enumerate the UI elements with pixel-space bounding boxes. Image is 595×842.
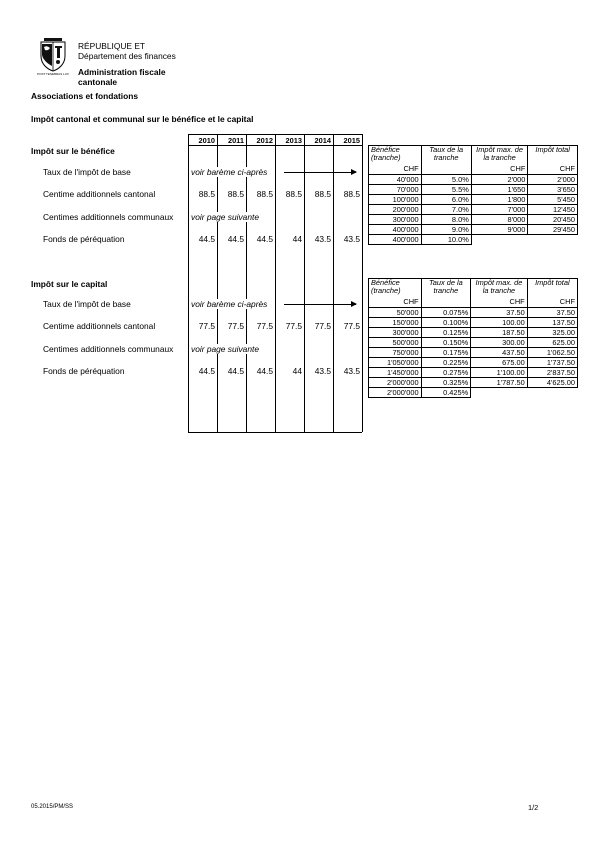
scale-cell: 1'450'000 (369, 367, 422, 377)
year-grid-line (333, 134, 334, 432)
row-note: voir page suivante (191, 343, 259, 354)
scale-cell: 1'062.50 (527, 347, 577, 357)
scale-cell: 675.00 (471, 357, 528, 367)
scale-header-cell: Impôt total (528, 146, 578, 165)
scale-cell: 10.0% (421, 234, 471, 244)
scale-cell: 0.075% (421, 307, 471, 317)
scale-cell (527, 387, 577, 397)
scale-cell: 2'000'000 (369, 377, 422, 387)
scale-cell: 1'737.50 (527, 357, 577, 367)
year-header-cell: 2011 (217, 134, 247, 146)
scale-cell: 8'000 (471, 214, 528, 224)
scale-cell: 0.100% (421, 317, 471, 327)
scale-header-cell: Taux de la tranche (421, 146, 471, 165)
rate-value: 77.5 (227, 321, 244, 332)
scale-cell: 625.00 (527, 337, 577, 347)
row-label: Fonds de péréquation (43, 365, 125, 376)
year-grid-line (275, 134, 276, 432)
rate-value: 88.5 (343, 189, 360, 200)
scale-cell: 9'000 (471, 224, 528, 234)
scale-cell: 8.0% (421, 214, 471, 224)
year-header-cell: 2014 (304, 134, 334, 146)
scale-cell: 2'000 (471, 174, 528, 184)
rate-value: 44.5 (256, 365, 273, 376)
rate-value: 43.5 (314, 233, 331, 244)
scale-cell (471, 387, 528, 397)
scale-cell: 0.225% (421, 357, 471, 367)
scale-cell: 5.5% (421, 184, 471, 194)
scale-unit-cell: CHF (369, 297, 422, 307)
scale-cell: 0.275% (421, 367, 471, 377)
department-name: Département des finances (78, 51, 176, 61)
scale-cell: 0.325% (421, 377, 471, 387)
scale-unit-cell: CHF (527, 297, 577, 307)
scale-cell: 400'000 (369, 234, 422, 244)
scale-cell: 750'000 (369, 347, 422, 357)
administration-name-line2: cantonale (78, 77, 118, 87)
rate-value: 77.5 (256, 321, 273, 332)
row-label: Centime additionnels cantonal (43, 189, 156, 200)
scale-header-cell: Bénéfice (tranche) (369, 146, 422, 165)
row-note: voir page suivante (191, 211, 259, 222)
arrow-right-icon (284, 172, 356, 173)
scale-cell: 0.175% (421, 347, 471, 357)
row-label: Centimes additionnels communaux (43, 343, 174, 354)
page-number: 1/2 (528, 803, 539, 812)
rate-value: 77.5 (343, 321, 360, 332)
republic-heading: RÉPUBLIQUE ET (78, 41, 146, 51)
scale-cell: 0.150% (421, 337, 471, 347)
scale-unit-cell (421, 164, 471, 174)
row-label: Centime additionnels cantonal (43, 321, 156, 332)
benefice-scale-table (368, 145, 578, 245)
scale-cell: 200'000 (369, 204, 422, 214)
scale-cell: 70'000 (369, 184, 422, 194)
year-grid-bottom-rule (188, 432, 362, 433)
scale-cell: 12'450 (528, 204, 578, 214)
benefice-section-title: Impôt sur le bénéfice (31, 146, 115, 156)
scale-cell: 400'000 (369, 224, 422, 234)
scale-header-cell: Impôt max. de la tranche (471, 279, 528, 298)
scale-cell: 150'000 (369, 317, 422, 327)
year-header-cell: 2012 (246, 134, 276, 146)
scale-cell: 37.50 (527, 307, 577, 317)
scale-unit-cell: CHF (471, 297, 528, 307)
scale-header-cell: Impôt max. de la tranche (471, 146, 528, 165)
scale-cell: 300'000 (369, 327, 422, 337)
rate-value: 88.5 (198, 189, 215, 200)
row-note: voir barème ci-après (191, 167, 268, 177)
rate-value: 44.5 (227, 233, 244, 244)
rate-value: 77.5 (314, 321, 331, 332)
year-grid-line (217, 134, 218, 432)
scale-cell: 1'800 (471, 194, 528, 204)
scale-unit-cell (421, 297, 471, 307)
year-grid-line (188, 134, 189, 432)
year-header-cell: 2015 (333, 134, 363, 146)
scale-cell: 2'000 (528, 174, 578, 184)
year-header-cell: 2013 (275, 134, 305, 146)
scale-header-cell: Taux de la tranche (421, 279, 471, 298)
scale-cell: 1'100.00 (471, 367, 528, 377)
rate-value: 44 (292, 233, 302, 244)
rate-value: 43.5 (343, 233, 360, 244)
rate-value: 43.5 (343, 365, 360, 376)
year-grid-line (246, 134, 247, 432)
arrow-right-icon (284, 304, 356, 305)
scale-cell: 20'450 (528, 214, 578, 224)
scale-cell: 9.0% (421, 224, 471, 234)
document-subtitle: Impôt cantonal et communal sur le bénéfice et le capital (31, 114, 254, 124)
rate-value: 44.5 (256, 233, 273, 244)
scale-cell: 7.0% (421, 204, 471, 214)
year-grid-line (362, 134, 363, 432)
section-title: Associations et fondations (31, 91, 139, 101)
rate-value: 88.5 (314, 189, 331, 200)
footer-reference: 05.2015/PM/SS (31, 804, 74, 810)
scale-unit-cell: CHF (369, 164, 422, 174)
scale-cell: 187.50 (471, 327, 528, 337)
row-label: Centimes additionnels communaux (43, 211, 174, 222)
year-header-cell: 2010 (188, 134, 218, 146)
row-label: Taux de l'impôt de base (43, 299, 131, 309)
scale-cell: 325.00 (527, 327, 577, 337)
rate-value: 44.5 (198, 233, 215, 244)
scale-cell: 40'000 (369, 174, 422, 184)
scale-cell: 2'837.50 (527, 367, 577, 377)
scale-cell: 1'787.50 (471, 377, 528, 387)
scale-cell: 37.50 (471, 307, 528, 317)
scale-cell: 6.0% (421, 194, 471, 204)
scale-cell: 29'450 (528, 224, 578, 234)
scale-cell: 2'000'000 (369, 387, 422, 397)
geneva-crest-logo (38, 38, 68, 72)
scale-header-cell: Bénéfice (tranche) (369, 279, 422, 298)
scale-cell: 137.50 (527, 317, 577, 327)
rate-value: 44.5 (227, 365, 244, 376)
scale-unit-cell: CHF (528, 164, 578, 174)
row-label: Taux de l'impôt de base (43, 167, 131, 177)
scale-cell: 4'625.00 (527, 377, 577, 387)
scale-cell: 437.50 (471, 347, 528, 357)
year-grid-line (304, 134, 305, 432)
scale-cell (471, 234, 528, 244)
capital-section-title: Impôt sur le capital (31, 279, 108, 289)
scale-cell: 100'000 (369, 194, 422, 204)
rate-value: 77.5 (198, 321, 215, 332)
capital-scale-table (368, 278, 578, 398)
rate-value: 88.5 (285, 189, 302, 200)
administration-name-line1: Administration fiscale (78, 67, 166, 77)
scale-cell: 50'000 (369, 307, 422, 317)
rate-value: 88.5 (227, 189, 244, 200)
rate-value: 88.5 (256, 189, 273, 200)
crest-motto: POST TENEBRAS LUX (37, 72, 69, 76)
scale-cell: 0.425% (421, 387, 471, 397)
scale-cell: 5.0% (421, 174, 471, 184)
scale-cell: 300.00 (471, 337, 528, 347)
scale-cell (528, 234, 578, 244)
scale-cell: 5'450 (528, 194, 578, 204)
scale-cell: 3'650 (528, 184, 578, 194)
scale-cell: 100.00 (471, 317, 528, 327)
scale-cell: 300'000 (369, 214, 422, 224)
scale-cell: 1'050'000 (369, 357, 422, 367)
scale-cell: 0.125% (421, 327, 471, 337)
rate-value: 44 (292, 365, 302, 376)
scale-cell: 500'000 (369, 337, 422, 347)
rate-value: 44.5 (198, 365, 215, 376)
scale-unit-cell: CHF (471, 164, 528, 174)
rate-value: 77.5 (285, 321, 302, 332)
row-note: voir barème ci-après (191, 299, 268, 309)
row-label: Fonds de péréquation (43, 233, 125, 244)
rate-value: 43.5 (314, 365, 331, 376)
scale-cell: 1'650 (471, 184, 528, 194)
scale-cell: 7'000 (471, 204, 528, 214)
scale-header-cell: Impôt total (527, 279, 577, 298)
